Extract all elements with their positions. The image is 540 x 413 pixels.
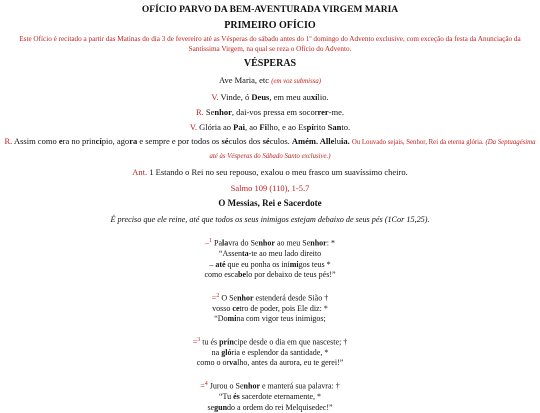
verse-accent: ta	[242, 249, 249, 259]
versicle-2-text: lho, e ao Es	[266, 122, 307, 132]
verse-accent: gló	[221, 347, 232, 357]
verse-text: –	[209, 259, 216, 269]
strophe-line	[0, 335, 540, 348]
strophe-line	[0, 314, 540, 325]
response-1-accent: rer	[317, 107, 329, 117]
verse-text: “Assen	[218, 249, 242, 259]
strophe-line	[0, 291, 540, 304]
versicle-2-accent: San	[327, 122, 342, 132]
verse-accent: mi	[227, 314, 237, 324]
response-2	[0, 135, 540, 163]
response-2-text: culos.	[269, 136, 292, 146]
strophe-line	[0, 249, 540, 260]
versicle-2-text: rito	[313, 122, 328, 132]
verse-accent: nhor	[310, 238, 327, 248]
verse-number: 3	[197, 336, 201, 343]
office-subtitle: PRIMEIRO OFÍCIO	[224, 20, 316, 31]
verse-text: como esca	[204, 270, 238, 280]
response-1	[0, 106, 540, 118]
response-2-text: pio, ago	[101, 136, 130, 146]
strophe-line	[0, 379, 540, 392]
response-2-accent: sé	[262, 136, 270, 146]
verse-accent: prín	[219, 337, 234, 347]
verse-text: na	[211, 347, 222, 357]
versicle-1-text: Vinde, ó	[220, 92, 252, 102]
psalm-epigraph: É preciso que ele reine, até que todos os seus inimigos estejam debaixo de seus pés (1Cor 15,25).	[110, 215, 430, 224]
response-1-text: Se	[205, 107, 215, 117]
strophe-line	[0, 236, 540, 249]
response-2-accent: cí	[95, 136, 102, 146]
verse-number: 2	[216, 292, 220, 299]
verse-text: Jurou o Se	[209, 381, 244, 391]
verse-text: ao meu Se	[274, 238, 311, 248]
verse-text: “Do	[214, 314, 228, 324]
verse-text: vosso	[212, 303, 233, 313]
verse-accent: gun	[214, 402, 228, 412]
strophe-mark: =	[192, 337, 198, 347]
ave-maria-note: (em voz submissa)	[271, 78, 322, 85]
verse-accent: até	[215, 259, 226, 269]
versicle-2-accent: Fi	[259, 122, 267, 132]
hour-title: VÉSPERAS	[243, 58, 297, 69]
verse-text: tu és	[202, 337, 220, 347]
versicle-1-text: , em meu au	[269, 92, 311, 102]
response-2-accent: ra	[129, 136, 138, 146]
versicle-mark: V.	[189, 122, 198, 132]
strophe-mark: =	[211, 293, 217, 303]
verse-accent: la	[222, 238, 229, 248]
verse-accent: nhor	[258, 238, 275, 248]
response-2-note-italic: (Da Septuagésima até às Vésperas do Sábado Santo exclusive.)	[209, 139, 536, 160]
verse-number: 1	[209, 238, 213, 244]
verse-text: sacerdote eternamente, *	[239, 392, 322, 402]
verse-accent: ce	[232, 303, 240, 313]
versicle-mark: V.	[211, 92, 219, 102]
verse-text: como o or	[196, 358, 230, 368]
antiphon-1	[0, 166, 540, 178]
verse-accent: va	[229, 358, 238, 368]
verse-text: vra do Se	[228, 238, 259, 248]
verse-text: cipe desde o dia em que nasceste; †	[233, 337, 348, 347]
strophe-line	[0, 392, 540, 403]
versicle-2-text: Glória ao	[199, 122, 234, 132]
antiphon-label: Ant.	[132, 167, 148, 177]
versicle-2	[0, 121, 540, 133]
psalm-strophe-1	[0, 236, 540, 281]
versicle-2-text: to.	[341, 122, 351, 132]
verse-text: se	[207, 402, 215, 412]
versicle-2-accent: pí	[306, 122, 314, 132]
response-2-accent: Amém. Alle	[291, 136, 335, 146]
strophe-line	[0, 270, 540, 281]
verse-text: “Tu	[218, 392, 234, 402]
antiphon-number: 1	[149, 167, 154, 177]
office-title: OFÍCIO PARVO DA BEM-AVENTURADA VIRGEM MARIA	[141, 5, 399, 15]
verse-text: na com vigor teus inimigos;	[236, 314, 326, 324]
response-2-text: lu	[334, 136, 342, 146]
verse-number: 4	[204, 380, 208, 387]
verse-accent: és	[233, 392, 240, 402]
verse-text: Pa	[214, 238, 223, 248]
verse-text: gos teus *	[298, 259, 331, 269]
verse-accent: mi	[289, 259, 299, 269]
verse-text: ria e esplendor da santidade, *	[231, 347, 329, 357]
ave-maria-text: Ave Maria, etc	[218, 75, 270, 85]
response-mark: R.	[4, 136, 13, 146]
verse-accent: nhor	[243, 381, 260, 391]
response-1-text: -me.	[328, 107, 345, 117]
strophe-line	[0, 358, 540, 369]
response-2-text: culos dos	[228, 136, 263, 146]
psalm-title: O Messias, Rei e Sacerdote	[218, 198, 322, 208]
strophe-mark: =	[200, 381, 205, 391]
versicle-1-text: lio.	[317, 92, 329, 102]
verse-accent: be	[238, 270, 246, 280]
verse-text: : *	[326, 238, 335, 248]
psalm-strophe-3	[0, 335, 540, 369]
strophe-line	[0, 348, 540, 359]
verse-text: estenderá desde Sião †	[253, 293, 329, 303]
versicle-1	[0, 91, 540, 103]
verse-text: do a ordem do rei Melquisedec!”	[227, 402, 333, 412]
psalm-strophe-4	[0, 379, 540, 413]
antiphon-text: Estando o Rei no seu repouso, exalou o meu frasco um suavíssimo cheiro.	[155, 167, 408, 177]
strophe-line	[0, 260, 540, 271]
versicle-1-accent: xí	[310, 92, 318, 102]
verse-text: -te ao meu lado direito	[248, 249, 322, 259]
office-page	[0, 3, 540, 412]
versicle-2-text: , ao	[244, 122, 260, 132]
verse-text: e manterá sua palavra: †	[260, 381, 340, 391]
psalm-strophe-2	[0, 291, 540, 325]
verse-text: tro de poder, pois Ele diz: *	[239, 303, 328, 313]
response-2-accent: e	[58, 136, 63, 146]
ave-maria-line	[0, 74, 540, 88]
versicle-1-accent: Deus	[251, 92, 270, 102]
response-2-accent: sé	[221, 136, 229, 146]
office-rubric: Este Ofício é recitado a partir das Matinas do dia 3 de fevereiro até as Vésperas do sábado antes do 1º domingo do Advento exclusive, com exceção da festa da Anunciação da Santíssima Virgem, na qual se reza o Ofício do Advento.	[19, 35, 521, 53]
strophe-line	[0, 304, 540, 315]
strophe-mark: –	[205, 238, 210, 248]
strophe-line	[0, 403, 540, 413]
verse-text: que eu ponha os ini	[225, 259, 290, 269]
response-2-text: ra no prin	[62, 136, 96, 146]
versicle-2-accent: Pai	[233, 122, 245, 132]
response-1-text: , dai-vos pressa em socor	[231, 107, 318, 117]
response-2-accent: ia.	[341, 136, 350, 146]
verse-text: O Se	[221, 293, 238, 303]
psalm-number: Salmo 109 (110), 1-5.7	[230, 183, 310, 193]
verse-text: lo por debaixo de teus pés!”	[246, 270, 336, 280]
response-mark: R.	[195, 107, 204, 117]
response-2-text: Assim como	[13, 136, 59, 146]
response-1-accent: nhor	[214, 107, 232, 117]
verse-text: lho, antes da aurora, eu te gerei!”	[237, 358, 344, 368]
response-2-text: e sempre e por todos os	[137, 136, 222, 146]
verse-accent: nhor	[237, 293, 254, 303]
response-2-note-text: Ou Louvado sejais, Senhor, Rei da eterna glória.	[351, 139, 484, 146]
